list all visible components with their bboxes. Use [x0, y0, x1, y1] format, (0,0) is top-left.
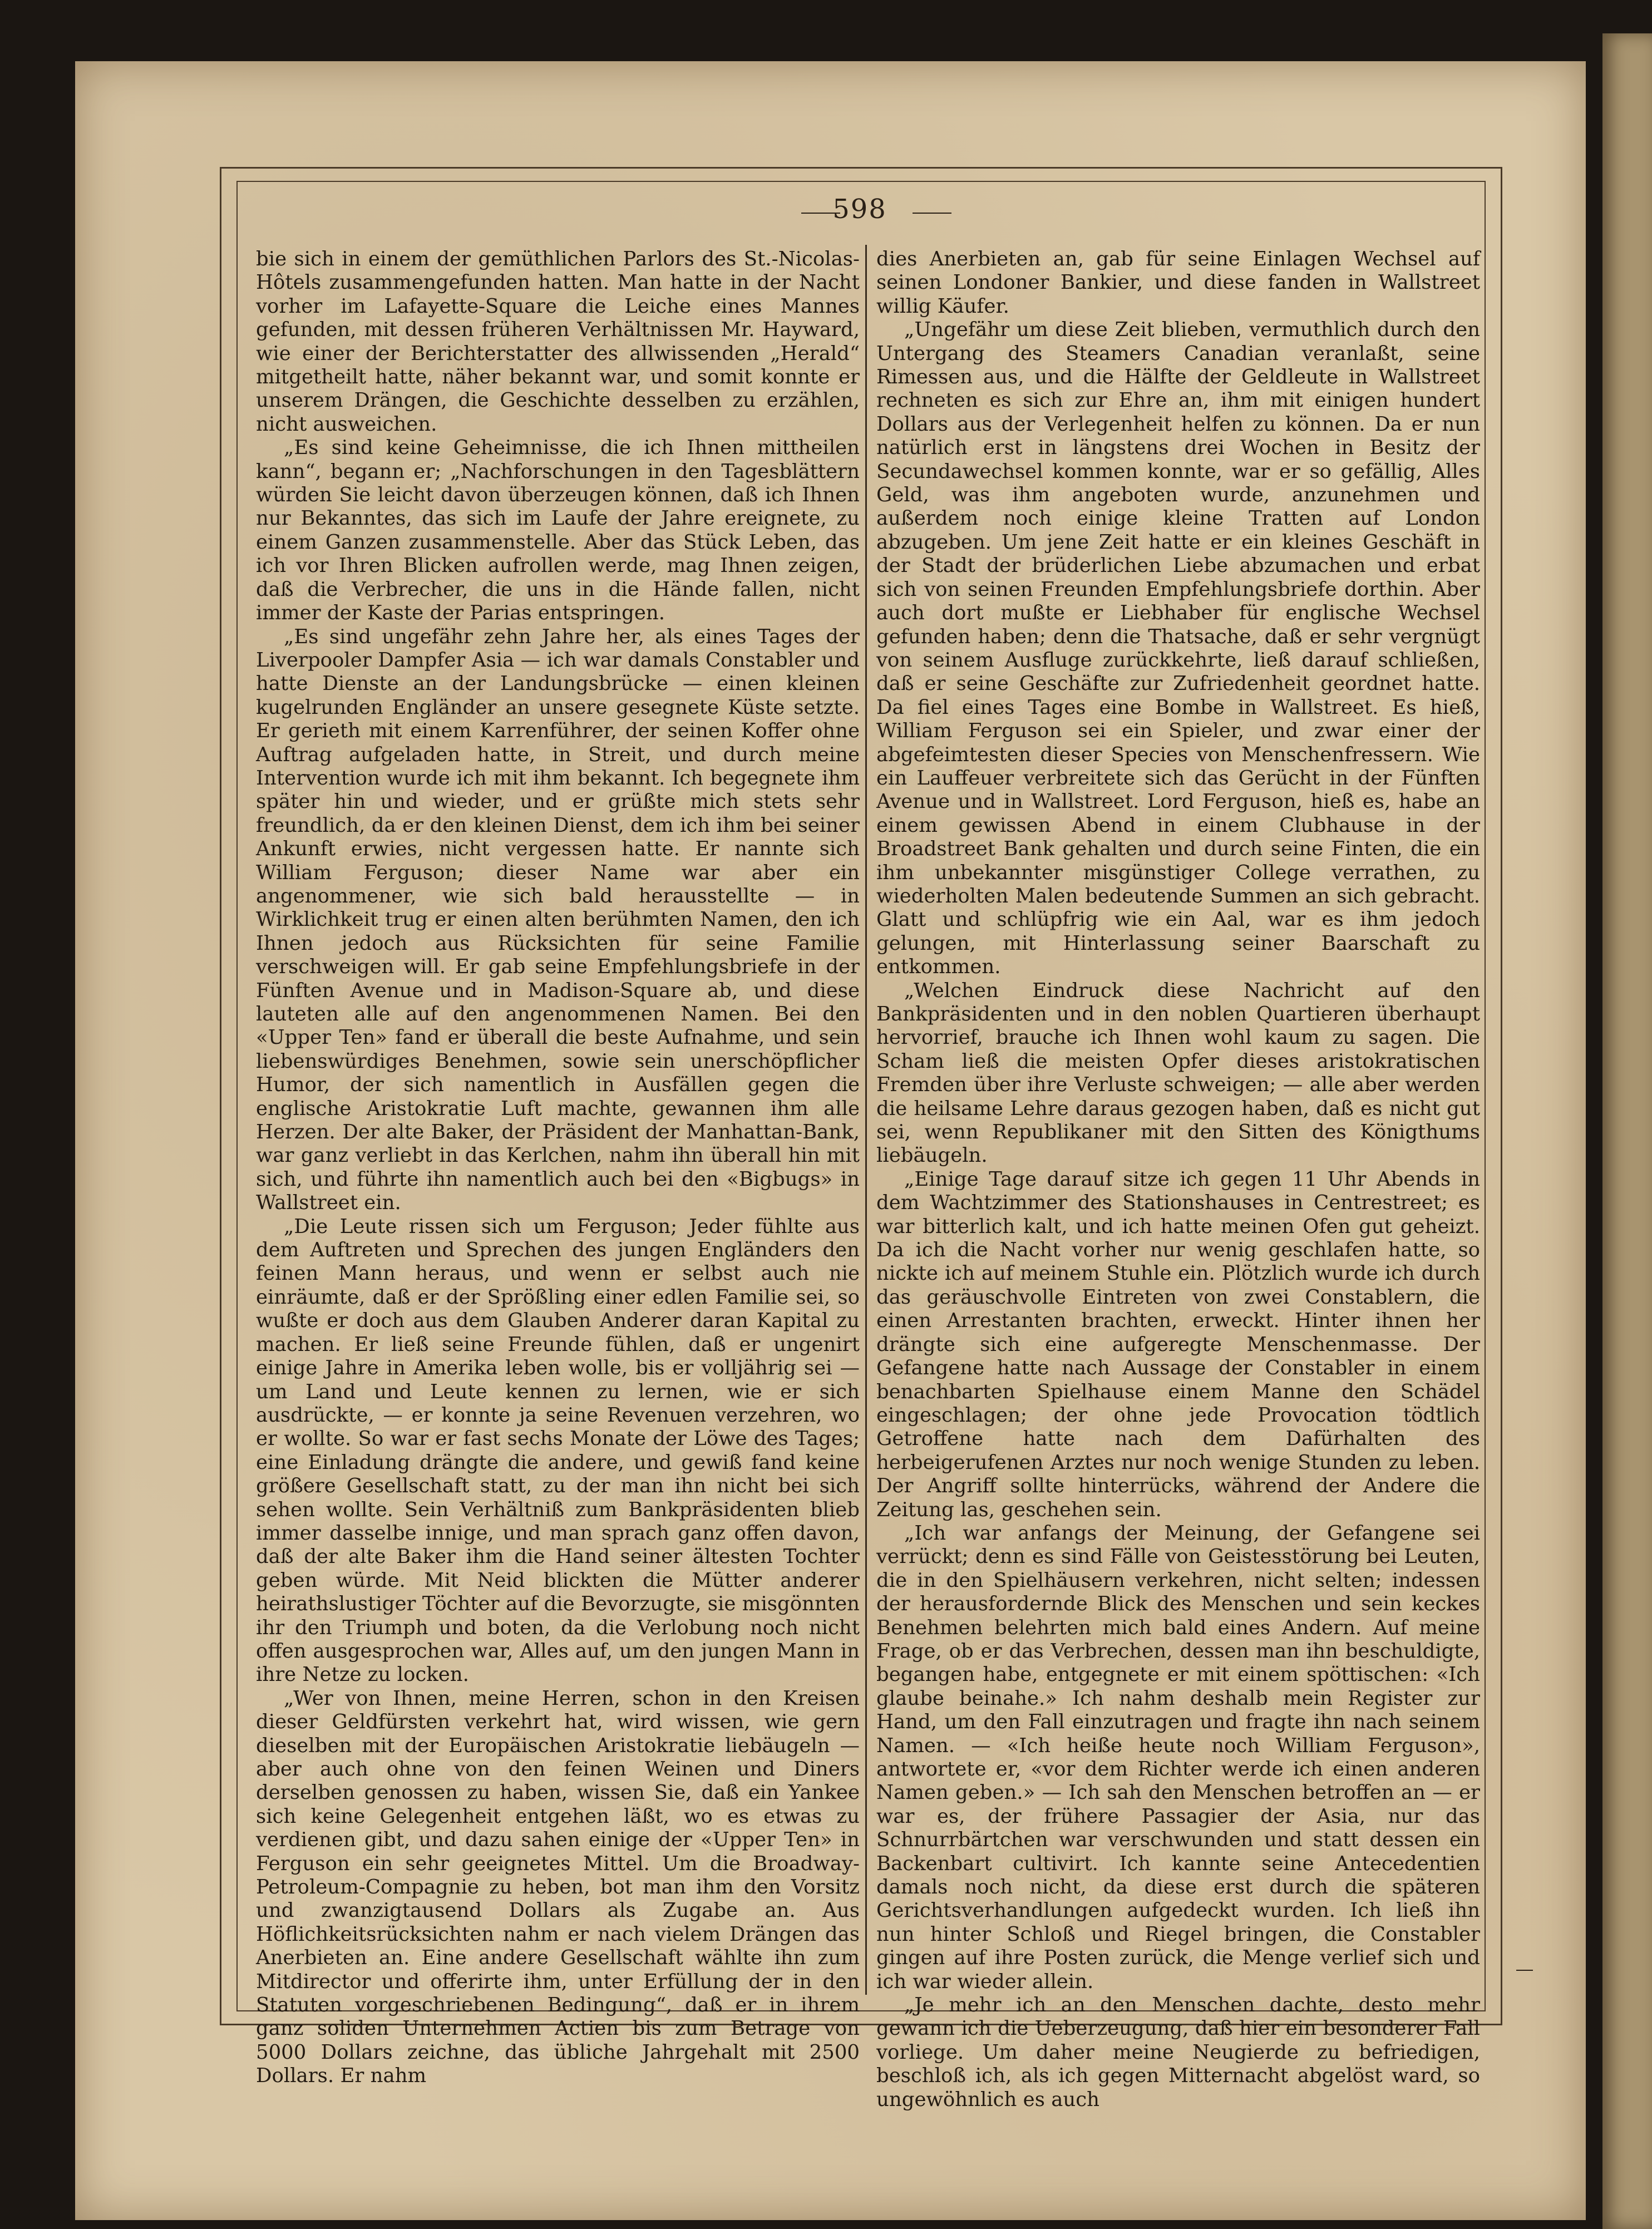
paragraph: „Einige Tage darauf sitze ich gegen 11 Uhr Abends in dem Wachtzimmer des Stationshauses in Centrestreet; es war bitterlich kalt, und ich hatte meinen Ofen gut geheizt. Da ich die Nacht vorher nur wenig geschlafen hatte, so nickte ich auf meinem Stuhle ein. Plötzlich wurde ich durch das geräuschvolle Eintreten von zwei Constablern, die einen Arrestanten brachten, erweckt. Hinter ihnen her drängte sich eine aufgeregte Menschenmasse. Der Gefangene hatte nach Aussage der Constabler in einem benachbarten Spielhause einem Manne den Schädel eingeschlagen; der ohne jede Provocation tödtlich Getroffene hatte nach dem Dafürhalten des herbeigerufenen Arztes nur noch wenige Stunden zu leben. Der Angriff sollte hinterrücks, während der Andere die Zeitung las, geschehen sein. [876, 1167, 1480, 1521]
margin-mark [1516, 1970, 1533, 1971]
adjacent-page-edge [1602, 33, 1652, 2229]
column-divider [865, 245, 867, 1995]
page-number: 598 [832, 194, 887, 225]
paragraph: „Je mehr ich an den Menschen dachte, desto mehr gewann ich die Ueberzeugung, daß hier ein besonderer Fall vorliege. Um daher meine Neugierde zu befriedigen, beschloß ich, als ich gegen Mitternacht abgelöst ward, so ungewöhnlich es auch [876, 1994, 1480, 2111]
paragraph: „Wer von Ihnen, meine Herren, schon in den Kreisen dieser Geldfürsten verkehrt hat, wird wissen, wie gern dieselben mit der Europäischen Aristokratie liebäugeln — aber auch ohne von den feinen Weinen und Diners derselben genossen zu haben, wissen Sie, daß ein Yankee sich keine Gelegenheit entgehen läßt, wo es etwas zu verdienen gibt, und dazu sahen einige der «Upper Ten» in Ferguson ein sehr geeignetes Mittel. Um die Broadway-Petroleum-Compagnie zu heben, bot man ihm den Vorsitz und zwanzigtausend Dollars als Zugabe an. Aus Höflichkeitsrücksichten nahm er nach vielem Drängen das Anerbieten an. Eine andere Gesellschaft wählte ihn zum Mitdirector und offerirte ihm, unter Erfüllung der in den Statuten vorgeschriebenen Bedingung“, daß er in ihrem ganz soliden Unternehmen Actien bis zum Betrage von 5000 Dollars zeichne, das übliche Jahrgehalt mit 2500 Dollars. Er nahm [256, 1686, 860, 2088]
paragraph: „Ungefähr um diese Zeit blieben, vermuthlich durch den Untergang des Steamers Canadian veranlaßt, seine Rimessen aus, und die Hälfte der Geldleute in Wallstreet rechneten es sich zur Ehre an, ihm mit einigen hundert Dollars aus der Verlegenheit helfen zu können. Da er nun natürlich erst in längstens drei Wochen in Besitz der Secundawechsel kommen konnte, war er so gefällig, Alles Geld, was ihm angeboten wurde, anzunehmen und außerdem noch einige kleine Tratten auf London abzugeben. Um jene Zeit hatte er ein kleines Geschäft in der Stadt der brüderlichen Liebe abzumachen und erbat sich von seinen Freunden Empfehlungsbriefe dorthin. Aber auch dort mußte er Liebhaber für englische Wechsel gefunden haben; denn die Thatsache, daß er sehr vergnügt von seinem Ausfluge zurückkehrte, ließ darauf schließen, daß er seine Geschäfte zur Zufriedenheit geordnet hatte. Da fiel eines Tages eine Bombe in Wallstreet. Es hieß, William Ferguson sei ein Spieler, und zwar einer der abgefeimtesten dieser Species von Menschenfressern. Wie ein Lauffeuer verbreitete sich das Gerücht in der Fünften Avenue und in Wallstreet. Lord Ferguson, hieß es, habe an einem gewissen Abend in einem Clubhause in der Broadstreet Bank gehalten und durch seine Finten, die ein ihm unbekannter misgünstiger College verrathen, zu wiederholten Malen bedeutende Summen an sich gebracht. Glatt und schlüpfrig wie ein Aal, war es ihm jedoch gelungen, mit Hinterlassung seiner Baarschaft zu entkommen. [876, 318, 1480, 979]
paragraph: „Es sind keine Geheimnisse, die ich Ihnen mittheilen kann“, begann er; „Nachforschungen in den Tagesblättern würden Sie leicht davon überzeugen können, daß ich Ihnen nur Bekanntes, das sich im Laufe der Jahre ereignete, zu einem Ganzen zusammenstelle. Aber das Stück Leben, das ich vor Ihren Blicken aufrollen werde, mag Ihnen zeigen, daß die Verbrecher, die uns in die Hände fallen, nicht immer der Kaste der Parias entspringen. [256, 436, 860, 625]
paragraph: „Welchen Eindruck diese Nachricht auf den Bankpräsidenten und in den noblen Quartieren überhaupt hervorrief, brauche ich Ihnen wohl kaum zu sagen. Die Scham ließ die meisten Opfer dieses aristokratischen Fremden über ihre Verluste schweigen; — alle aber werden die heilsame Lehre daraus gezogen haben, daß es nicht gut sei, wenn Republikaner mit den Sitten des Königthums liebäugeln. [876, 979, 1480, 1167]
paragraph: bie sich in einem der gemüthlichen Parlors des St.-Nicolas-Hôtels zusammengefunden hatten. Man hatte in der Nacht vorher im Lafayette-Square die Leiche eines Mannes gefunden, mit dessen früheren Verhältnissen Mr. Hayward, wie einer der Berichterstatter des allwissenden „Herald“ mitgetheilt hatte, näher bekannt war, und somit konnte er unserem Drängen, die Geschichte desselben zu erzählen, nicht ausweichen. [256, 248, 860, 436]
text-column-right [876, 248, 1480, 2112]
paragraph: „Es sind ungefähr zehn Jahre her, als eines Tages der Liverpooler Dampfer Asia — ich war damals Constabler und hatte Dienste an der Landungsbrücke — einen kleinen kugelrunden Engländer an unsere gesegnete Küste setzte. Er gerieth mit einem Karrenführer, der seinen Koffer ohne Auftrag aufgeladen hatte, in Streit, und durch meine Intervention wurde ich mit ihm bekannt. Ich begegnete ihm später hin und wieder, und er grüßte mich stets sehr freundlich, da er den kleinen Dienst, dem ich ihm bei seiner Ankunft erwies, nicht vergessen hatte. Er nannte sich William Ferguson; dieser Name war aber ein angenommener, wie sich bald herausstellte — in Wirklichkeit trug er einen alten berühmten Namen, den ich Ihnen jedoch aus Rücksichten für seine Familie verschweigen will. Er gab seine Empfehlungsbriefe in der Fünften Avenue und in Madison-Square ab, und diese lauteten alle auf den angenommenen Namen. Bei den «Upper Ten» fand er überall die beste Aufnahme, und sein liebenswürdiges Benehmen, sowie sein unerschöpflicher Humor, der sich namentlich in Ausfällen gegen die englische Aristokratie Luft machte, gewannen ihm alle Herzen. Der alte Baker, der Präsident der Manhattan-Bank, war ganz verliebt in das Kerlchen, nahm ihn überall hin mit sich, und führte ihn namentlich auch bei den «Bigbugs» in Wallstreet ein. [256, 625, 860, 1215]
paragraph: „Die Leute rissen sich um Ferguson; Jeder fühlte aus dem Auftreten und Sprechen des jungen Engländers den feinen Mann heraus, und wenn er selbst auch nie einräumte, daß er der Sprößling einer edlen Familie sei, so wußte er doch aus dem Glauben Anderer daran Kapital zu machen. Er ließ seine Freunde fühlen, daß er ungenirt einige Jahre in Amerika leben wolle, bis er volljährig sei — um Land und Leute kennen zu lernen, wie er sich ausdrückte, — er konnte ja seine Revenuen verzehren, wo er wollte. So war er fast sechs Monate der Löwe des Tages; eine Einladung drängte die andere, und gewiß fand keine größere Gesellschaft statt, zu der man ihn nicht bei sich sehen wollte. Sein Verhältniß zum Bankpräsidenten blieb immer dasselbe innige, und man sprach ganz offen davon, daß der alte Baker ihm die Hand seiner ältesten Tochter geben würde. Mit Neid blickten die Mütter anderer heirathslustiger Töchter auf die Bevorzugte, sie misgönnten ihr den Triumph und boten, da die Verlobung noch nicht offen ausgesprochen war, Alles auf, um den jungen Mann in ihre Netze zu locken. [256, 1215, 860, 1686]
text-column-left [256, 248, 860, 2088]
ornament-right-rule [913, 213, 951, 214]
paragraph: „Ich war anfangs der Meinung, der Gefangene sei verrückt; denn es sind Fälle von Geistesstörung bei Leuten, die in den Spielhäusern verkehren, nicht selten; indessen der herausfordernde Blick des Menschen und sein keckes Benehmen belehrten mich bald eines Andern. Auf meine Frage, ob er das Verbrechen, dessen man ihn beschuldigte, begangen habe, entgegnete er mit einem spöttischen: «Ich glaube beinahe.» Ich nahm deshalb mein Register zur Hand, um den Fall einzutragen und fragte ihn nach seinem Namen. — «Ich heiße heute noch William Ferguson», antwortete er, «vor dem Richter werde ich einen anderen Namen geben.» — Ich sah den Menschen betroffen an — er war es, der frühere Passagier der Asia, nur das Schnurrbärtchen war verschwunden und statt dessen ein Backenbart cultivirt. Ich kannte seine Antecedentien damals noch nicht, da diese erst durch die späteren Gerichtsverhandlungen aufgedeckt wurden. Ich ließ ihn nun hinter Schloß und Riegel bringen, die Constabler gingen auf ihre Posten zurück, die Menge verlief sich und ich war wieder allein. [876, 1521, 1480, 1993]
paragraph: dies Anerbieten an, gab für seine Einlagen Wechsel auf seinen Londoner Bankier, und diese fanden in Wallstreet willig Käufer. [876, 248, 1480, 318]
